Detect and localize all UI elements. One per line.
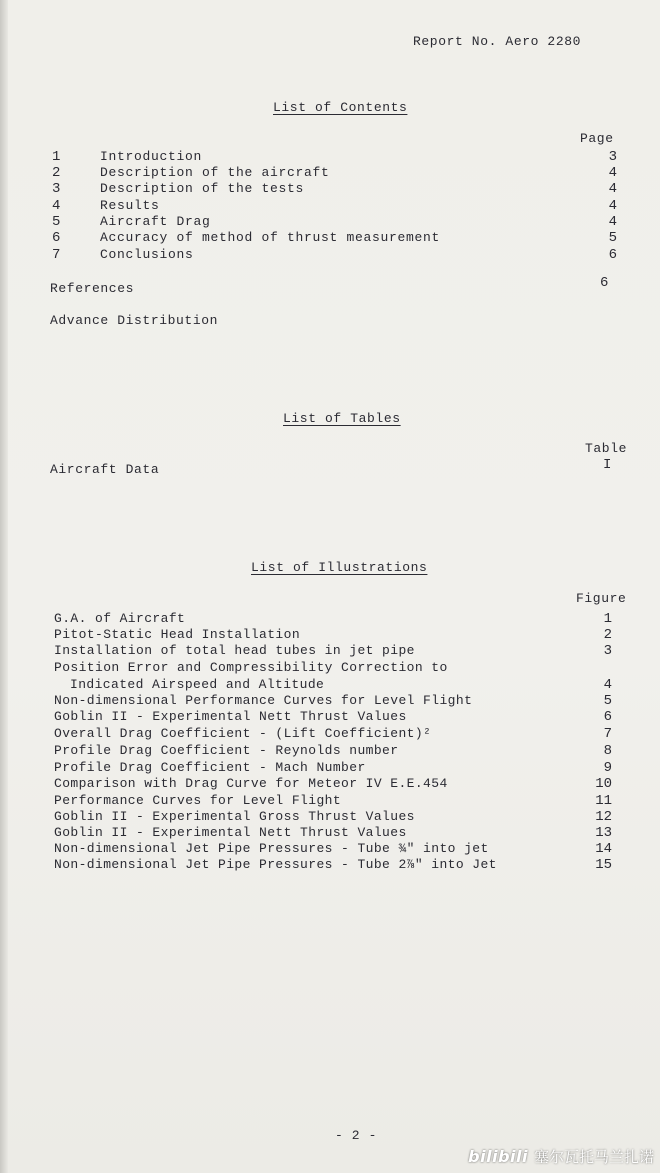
- figure-number: 1: [603, 611, 612, 627]
- section-number: 3: [52, 181, 61, 197]
- figure-number: 11: [595, 793, 612, 809]
- figure-row: [54, 809, 630, 825]
- figure-title: Profile Drag Coefficient - Mach Number: [54, 760, 366, 775]
- bilibili-watermark: [468, 1145, 654, 1167]
- figure-title: Performance Curves for Level Flight: [54, 793, 342, 808]
- contents-row: [50, 149, 640, 165]
- figure-title: Indicated Airspeed and Altitude: [70, 677, 325, 692]
- figure-number: 13: [595, 825, 612, 841]
- section-page: 3: [608, 149, 617, 165]
- page-column-label: Page: [580, 131, 614, 146]
- figure-row: [54, 643, 630, 659]
- figure-row: [54, 693, 630, 709]
- figure-title: Goblin II - Experimental Nett Thrust Values: [54, 825, 407, 840]
- section-page: 6: [608, 247, 617, 263]
- section-number: 2: [52, 165, 61, 181]
- references-page: 6: [600, 275, 609, 291]
- figure-row: [54, 776, 630, 792]
- advance-distribution: Advance Distribution: [50, 313, 219, 328]
- figure-row: [54, 709, 630, 725]
- figure-number: 5: [603, 693, 612, 709]
- figure-number: 14: [595, 841, 612, 857]
- figure-title: Comparison with Drag Curve for Meteor IV E.E.454: [54, 776, 448, 791]
- section-number: 6: [52, 230, 61, 246]
- contents-row: [50, 230, 640, 246]
- figure-title: Overall Drag Coefficient - (Lift Coefficient)²: [54, 726, 432, 741]
- figure-row: [54, 857, 630, 873]
- bilibili-logo: bilibili: [468, 1146, 528, 1166]
- references-label: References: [50, 281, 135, 296]
- figure-row: [54, 627, 630, 643]
- section-number: 1: [52, 149, 61, 165]
- section-page: 4: [608, 165, 617, 181]
- section-number: 5: [52, 214, 61, 230]
- section-number: 4: [52, 198, 61, 214]
- contents-row: [50, 198, 640, 214]
- table-item-ref: I: [603, 457, 612, 473]
- figure-number: 12: [595, 809, 612, 825]
- figure-row: [54, 760, 630, 776]
- page-number: - 2 -: [335, 1128, 378, 1143]
- figure-row: [70, 677, 630, 693]
- contents-row: [50, 247, 640, 263]
- figure-number: 2: [603, 627, 612, 643]
- figure-row: [54, 841, 630, 857]
- section-page: 4: [608, 198, 617, 214]
- section-page: 5: [608, 230, 617, 246]
- figure-title: Position Error and Compressibility Correction to: [54, 660, 448, 675]
- contents-title: List of Contents: [273, 100, 408, 115]
- figure-number: 9: [603, 760, 612, 776]
- table-column-label: Table: [585, 441, 628, 456]
- figure-row: [54, 726, 630, 742]
- section-title: Accuracy of method of thrust measurement: [100, 230, 441, 245]
- figure-title: G.A. of Aircraft: [54, 611, 186, 626]
- section-page: 4: [608, 214, 617, 230]
- section-page: 4: [608, 181, 617, 197]
- figure-title: Non-dimensional Performance Curves for Level Flight: [54, 693, 473, 708]
- figure-title: Profile Drag Coefficient - Reynolds number: [54, 743, 399, 758]
- figure-title: Goblin II - Experimental Gross Thrust Values: [54, 809, 415, 824]
- section-title: Results: [100, 198, 160, 213]
- figure-number: 10: [595, 776, 612, 792]
- illustrations-title: List of Illustrations: [251, 560, 428, 575]
- figure-title: Installation of total head tubes in jet pipe: [54, 643, 415, 658]
- contents-row: [50, 214, 640, 230]
- section-title: Aircraft Drag: [100, 214, 211, 229]
- section-title: Description of the tests: [100, 181, 305, 196]
- section-title: Introduction: [100, 149, 203, 164]
- section-number: 7: [52, 247, 61, 263]
- figure-row: [54, 743, 630, 759]
- figure-row: [54, 611, 630, 627]
- figure-row: [54, 793, 630, 809]
- figure-title: Non-dimensional Jet Pipe Pressures - Tube ¾" into jet: [54, 841, 489, 856]
- contents-row: [50, 181, 640, 197]
- figure-number: 3: [603, 643, 612, 659]
- figure-number: 8: [603, 743, 612, 759]
- watermark-text: 塞尔瓦托马兰扎诺: [533, 1147, 654, 1166]
- figure-number: 6: [603, 709, 612, 725]
- figure-title: Non-dimensional Jet Pipe Pressures - Tube 2⅞" into Jet: [54, 857, 497, 872]
- figure-title: Pitot-Static Head Installation: [54, 627, 301, 642]
- figure-number: 7: [603, 726, 612, 742]
- tables-title: List of Tables: [283, 411, 401, 426]
- figure-row: [54, 660, 630, 676]
- figure-row: [54, 825, 630, 841]
- report-number: Report No. Aero 2280: [413, 34, 582, 49]
- figure-title: Goblin II - Experimental Nett Thrust Values: [54, 709, 407, 724]
- contents-row: [50, 165, 640, 181]
- figure-column-label: Figure: [576, 591, 627, 606]
- figure-number: 15: [595, 857, 612, 873]
- table-item-label: Aircraft Data: [50, 462, 160, 477]
- section-title: Conclusions: [100, 247, 194, 262]
- page-edge-shadow: [0, 0, 8, 1173]
- section-title: Description of the aircraft: [100, 165, 330, 180]
- figure-number: 4: [603, 677, 612, 693]
